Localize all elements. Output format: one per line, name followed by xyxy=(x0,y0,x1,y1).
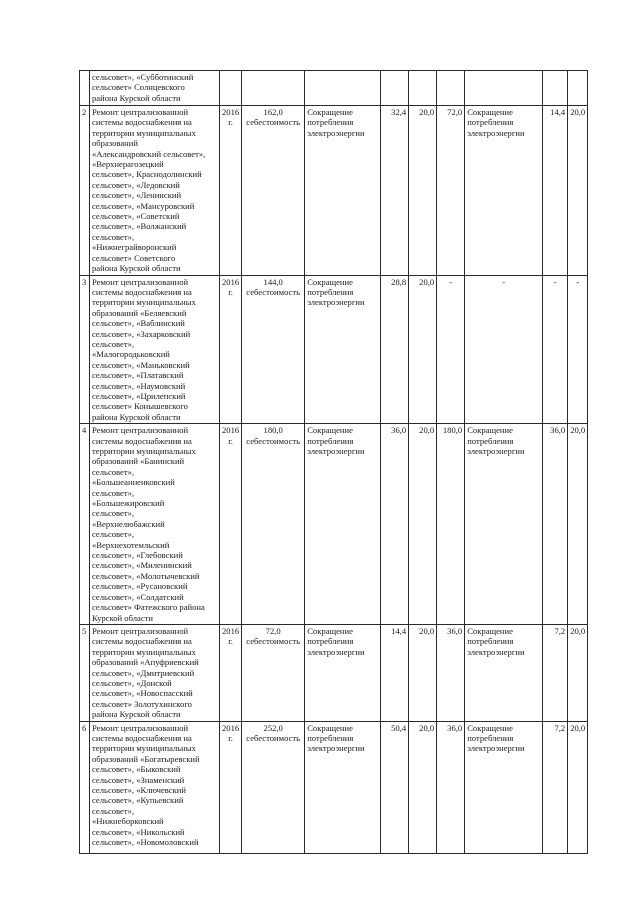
value-cell: 36,0 xyxy=(437,624,465,721)
row-number: 6 xyxy=(80,721,90,853)
row-number: 3 xyxy=(80,275,90,424)
effect-cell xyxy=(465,71,543,106)
value-cell: 50,4 xyxy=(381,721,409,853)
value-cell: 20,0 xyxy=(409,106,437,276)
value-cell: 28,8 xyxy=(381,275,409,424)
value-cell: 20,0 xyxy=(409,424,437,625)
effect-cell: Сокращение потребления электроэнергии xyxy=(465,721,543,853)
effect-cell: Сокращение потребления электроэнергии xyxy=(305,275,381,424)
value-cell: 20,0 xyxy=(568,106,588,276)
measure-description: Ремонт централизованной системы водоснабжения на территории муниципальных образований «Банинский сельсовет», «Большеанненковский сельсовет», «Большежировский сельсовет», «Верхнелюбажский сельсовет», «Верхнехотемльский сельсовет», «Глебовский сельсовет», «Миленинский сельсовет», «Молотычевский сельсовет», «Русановский сельсовет», «Солдатский сельсовет» Фатежского района Курской области xyxy=(90,424,220,625)
value-cell: 20,0 xyxy=(409,721,437,853)
value-cell: 7,2 xyxy=(543,624,568,721)
program-table xyxy=(79,70,588,854)
year-cell: 2016 г. xyxy=(220,106,242,276)
cost-cell: 180,0 себестоимость xyxy=(242,424,305,625)
value-cell: 20,0 xyxy=(409,275,437,424)
value-cell: 20,0 xyxy=(568,721,588,853)
value-cell: 7,2 xyxy=(543,721,568,853)
year-cell: 2016 г. xyxy=(220,424,242,625)
value-cell: - xyxy=(568,275,588,424)
effect-cell: - xyxy=(465,275,543,424)
value-cell: - xyxy=(437,275,465,424)
cost-cell: 252,0 себестоимость xyxy=(242,721,305,853)
table-row xyxy=(80,71,588,106)
effect-cell: Сокращение потребления электроэнергии xyxy=(465,106,543,276)
value-cell: 72,0 xyxy=(437,106,465,276)
value-cell: 36,0 xyxy=(437,721,465,853)
table-row xyxy=(80,721,588,853)
value-cell xyxy=(409,71,437,106)
value-cell: 20,0 xyxy=(568,624,588,721)
value-cell xyxy=(568,71,588,106)
measure-description: Ремонт централизованной системы водоснабжения на территории муниципальных образований «Богатыревский сельсовет», «Быковский сельсовет», «Знаменский сельсовет», «Ключевский сельсовет», «Купьевский сельсовет», «Нижнеборковский сельсовет», «Никольский сельсовет», «Новомоловский xyxy=(90,721,220,853)
value-cell: 180,0 xyxy=(437,424,465,625)
table-row xyxy=(80,424,588,625)
effect-cell xyxy=(305,71,381,106)
value-cell xyxy=(437,71,465,106)
cost-cell: 162,0 себестоимость xyxy=(242,106,305,276)
value-cell: 20,0 xyxy=(409,624,437,721)
measure-description: сельсовет», «Субботинский сельсовет» Солнцевского района Курской области xyxy=(90,71,220,106)
value-cell: 36,0 xyxy=(381,424,409,625)
effect-cell: Сокращение потребления электроэнергии xyxy=(305,424,381,625)
effect-cell: Сокращение потребления электроэнергии xyxy=(305,721,381,853)
row-number: 4 xyxy=(80,424,90,625)
row-number xyxy=(80,71,90,106)
value-cell: 20,0 xyxy=(568,424,588,625)
value-cell xyxy=(381,71,409,106)
value-cell: 32,4 xyxy=(381,106,409,276)
cost-cell: 144,0 себестоимость xyxy=(242,275,305,424)
cost-cell xyxy=(242,71,305,106)
year-cell xyxy=(220,71,242,106)
effect-cell: Сокращение потребления электроэнергии xyxy=(465,424,543,625)
effect-cell: Сокращение потребления электроэнергии xyxy=(465,624,543,721)
measure-description: Ремонт централизованной системы водоснабжения на территории муниципальных образований «Апуфриевский сельсовет», «Дмитриевский сельсовет», «Донской сельсовет», «Новоспасский сельсовет» Золотухинского района Курской области xyxy=(90,624,220,721)
measure-description: Ремонт централизованной системы водоснабжения на территории муниципальных образований «Беляевский сельсовет», «Ваблинский сельсовет», «Захарковский сельсовет», «Малогородьковский сельсовет», «Маньковский сельсовет», «Платавский сельсовет», «Наумовский сельсовет», «Црилепский сельсовет» Конышевского района Курской области xyxy=(90,275,220,424)
effect-cell: Сокращение потребления электроэнергии xyxy=(305,106,381,276)
table-row xyxy=(80,106,588,276)
cost-cell: 72,0 себестоимость xyxy=(242,624,305,721)
value-cell: 36,0 xyxy=(543,424,568,625)
table-row xyxy=(80,624,588,721)
row-number: 2 xyxy=(80,106,90,276)
value-cell: 14,4 xyxy=(543,106,568,276)
value-cell: 14,4 xyxy=(381,624,409,721)
year-cell: 2016 г. xyxy=(220,624,242,721)
row-number: 5 xyxy=(80,624,90,721)
year-cell: 2016 г. xyxy=(220,275,242,424)
effect-cell: Сокращение потребления электроэнергии xyxy=(305,624,381,721)
table-row xyxy=(80,275,588,424)
value-cell xyxy=(543,71,568,106)
year-cell: 2016 г. xyxy=(220,721,242,853)
measure-description: Ремонт централизованной системы водоснабжения на территории муниципальных образований «Александровский сельсовет», «Верхнерагозецкий сельсовет», Краснодолинский сельсовет», «Ледовский сельсовет», «Ленинский сельсовет», «Мансуровский сельсовет», «Советский сельсовет», «Волжанский сельсовет», «Нижнеграйворонский сельсовет» Советского района Курской области xyxy=(90,106,220,276)
value-cell: - xyxy=(543,275,568,424)
